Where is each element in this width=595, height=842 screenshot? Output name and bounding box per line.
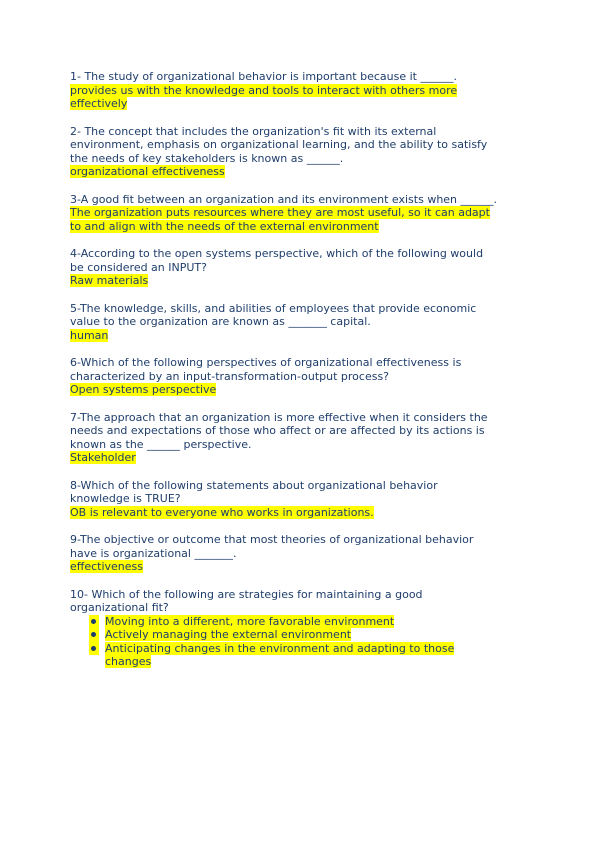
question-text: 1- The study of organizational behavior is important because it ______. xyxy=(70,70,457,83)
answer-list xyxy=(70,615,530,669)
question-6 xyxy=(70,356,530,397)
question-9 xyxy=(70,533,530,574)
question-10 xyxy=(70,588,530,669)
question-text: 6-Which of the following perspectives of organizational effectiveness is characterized by an input-transformation-output process? xyxy=(70,356,462,383)
answer-highlight: Moving into a different, more favorable environment xyxy=(105,614,395,628)
question-4 xyxy=(70,247,530,288)
answer-highlight: OB is relevant to everyone who works in organizations. xyxy=(70,505,374,519)
question-text: 5-The knowledge, skills, and abilities of employees that provide economic value to the organization are known as _______ capital. xyxy=(70,301,477,328)
bullet-icon xyxy=(89,642,99,656)
question-list xyxy=(70,70,530,683)
answer-highlight: The organization puts resources where they are most useful, so it can adapt to and align with the needs of the external environment xyxy=(70,206,490,233)
list-item xyxy=(105,628,530,642)
question-7 xyxy=(70,411,530,465)
answer-highlight: Stakeholder xyxy=(70,451,136,464)
question-text: 3-A good fit between an organization and its environment exists when ______. xyxy=(70,192,498,206)
question-text: 10- Which of the following are strategies for maintaining a good organizational fit? xyxy=(70,587,423,614)
question-1 xyxy=(70,70,530,111)
answer-highlight: Actively managing the external environment xyxy=(105,628,352,641)
answer-highlight: Raw materials xyxy=(70,274,149,287)
question-text: 2- The concept that includes the organization's fit with its external environment, emphasis on organizational learning, and the ability to satisfy the needs of key stakeholders is known as ______. xyxy=(70,124,488,165)
question-text: 7-The approach that an organization is more effective when it considers the needs and expectations of those who affect or are affected by its actions is known as the ______ perspective. xyxy=(70,410,488,451)
answer-highlight: organizational effectiveness xyxy=(70,165,225,178)
answer-highlight: provides us with the knowledge and tools to interact with others more effectively xyxy=(70,83,458,110)
question-text: 9-The objective or outcome that most theories of organizational behavior have is organizational _______. xyxy=(70,533,474,560)
list-item xyxy=(105,615,530,629)
question-text: 8-Which of the following statements about organizational behavior knowledge is TRUE? xyxy=(70,478,438,505)
bullet-icon xyxy=(89,615,99,629)
answer-highlight: Anticipating changes in the environment and adapting to those changes xyxy=(105,641,455,668)
bullet-icon xyxy=(89,628,99,642)
question-5 xyxy=(70,302,530,343)
question-2 xyxy=(70,125,530,179)
answer-highlight: Open systems perspective xyxy=(70,383,217,396)
answer-highlight: effectiveness xyxy=(70,560,144,573)
list-item xyxy=(105,642,530,669)
question-3 xyxy=(70,193,530,234)
answer-highlight: human xyxy=(70,328,109,342)
question-8 xyxy=(70,479,530,520)
question-text: 4-According to the open systems perspective, which of the following would be considered an INPUT? xyxy=(70,247,484,274)
